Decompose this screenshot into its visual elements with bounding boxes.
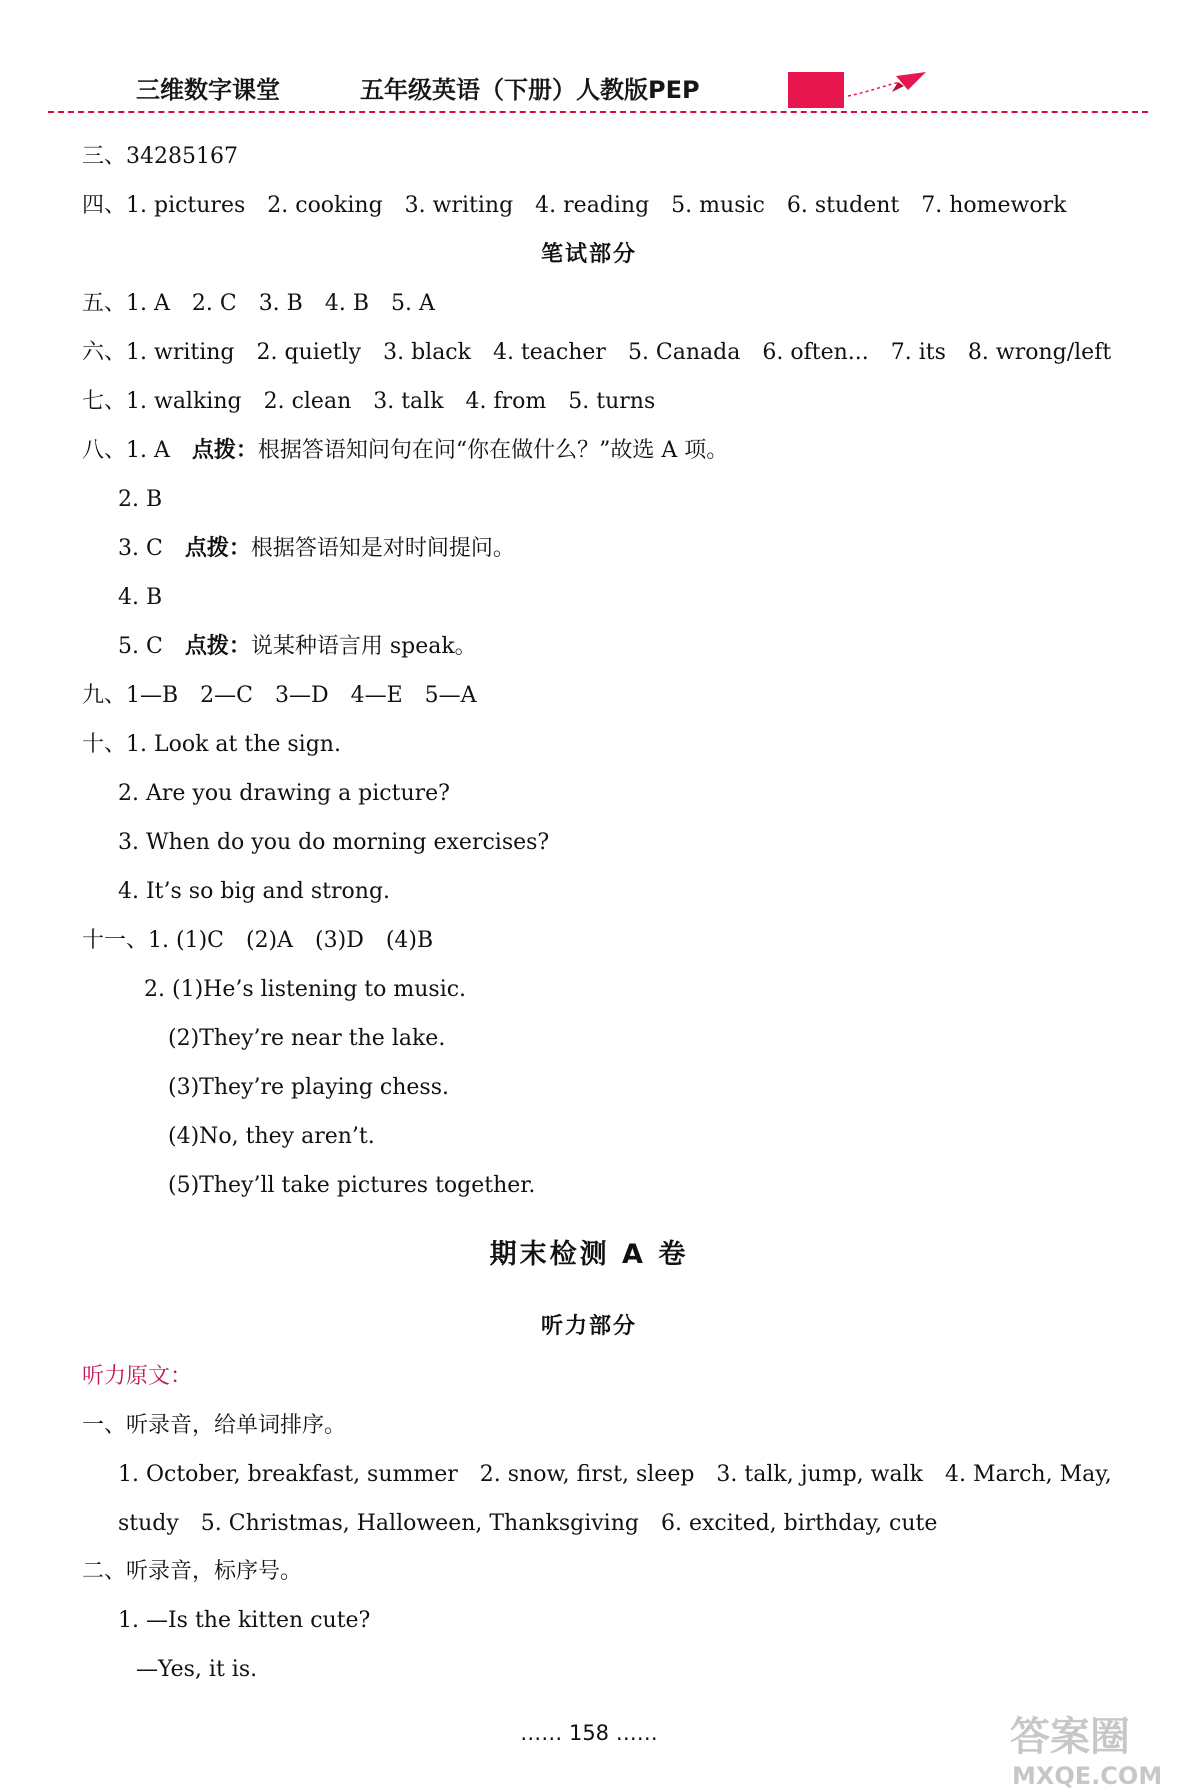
answer-line: 三、34285167 [82, 144, 238, 169]
transcript-line: 1. —Is the kitten cute? [118, 1608, 371, 1633]
hint-label: 点拨： [191, 438, 258, 463]
page-number: …… 158 …… [520, 1721, 658, 1745]
answer-line: 4. B [118, 585, 163, 610]
answer-prefix: 5. C [118, 634, 185, 659]
answer-line: (2)They’re near the lake. [168, 1026, 446, 1051]
answer-line: 十一、1. (1)C (2)A (3)D (4)B [82, 928, 434, 953]
transcript-line: 1. October, breakfast, summer 2. snow, first, sleep 3. talk, jump, walk 4. March, May, [118, 1462, 1112, 1487]
site-watermark [1000, 1700, 1176, 1792]
answer-line: 五、1. A 2. C 3. B 4. B 5. A [82, 291, 435, 316]
answer-line: 十、1. Look at the sign. [82, 732, 341, 757]
hint-text: 说某种语言用 speak。 [250, 634, 477, 659]
answer-line [118, 632, 477, 662]
watermark-text-top: 答案圈 [1010, 1714, 1130, 1760]
transcript-label: 听力原文： [82, 1364, 193, 1389]
listening-section-heading: 听力部分 [540, 1314, 637, 1339]
answer-line: (3)They’re playing chess. [168, 1075, 450, 1100]
answer-line: 2. Are you drawing a picture? [118, 781, 450, 806]
hint-label: 点拨： [184, 634, 251, 659]
question-title: 二、听录音，标序号。 [82, 1559, 303, 1584]
series-title: 三维数字课堂 [136, 76, 280, 104]
answer-line: 六、1. writing 2. quietly 3. black 4. teacher 5. Canada 6. often... 7. its 8. wrong/left [82, 340, 1112, 365]
answer-line: 四、1. pictures 2. cooking 3. writing 4. reading 5. music 6. student 7. homework [82, 193, 1067, 218]
answer-line: 2. B [118, 487, 163, 512]
answer-line: 2. (1)He’s listening to music. [144, 977, 467, 1002]
watermark-text-bottom: MXQE.COM [1012, 1762, 1163, 1790]
answer-line: 4. It’s so big and strong. [118, 879, 391, 904]
answer-line: 九、1—B 2—C 3—D 4—E 5—A [82, 683, 477, 708]
hint-text: 根据答语知是对时间提问。 [250, 536, 515, 561]
book-title: 五年级英语（下册）人教版PEP [360, 76, 700, 104]
hint-label: 点拨： [184, 536, 251, 561]
answer-line: (5)They’ll take pictures together. [168, 1173, 536, 1198]
question-title: 一、听录音，给单词排序。 [82, 1413, 347, 1438]
answer-prefix: 八、1. A [82, 438, 192, 463]
hint-text: 根据答语知问句在问“你在做什么？”故选 A 项。 [257, 438, 729, 463]
answer-line: 七、1. walking 2. clean 3. talk 4. from 5. turns [82, 389, 656, 414]
answer-line [82, 436, 728, 466]
transcript-line: study 5. Christmas, Halloween, Thanksgiving 6. excited, birthday, cute [118, 1511, 938, 1536]
answer-prefix: 3. C [118, 536, 185, 561]
answer-line: (4)No, they aren’t. [168, 1124, 375, 1149]
answer-line [118, 534, 515, 564]
answer-line: 3. When do you do morning exercises? [118, 830, 550, 855]
transcript-line: —Yes, it is. [136, 1657, 258, 1682]
final-exam-title: 期末检测 A 卷 [489, 1239, 689, 1270]
written-section-heading: 笔试部分 [540, 242, 637, 267]
